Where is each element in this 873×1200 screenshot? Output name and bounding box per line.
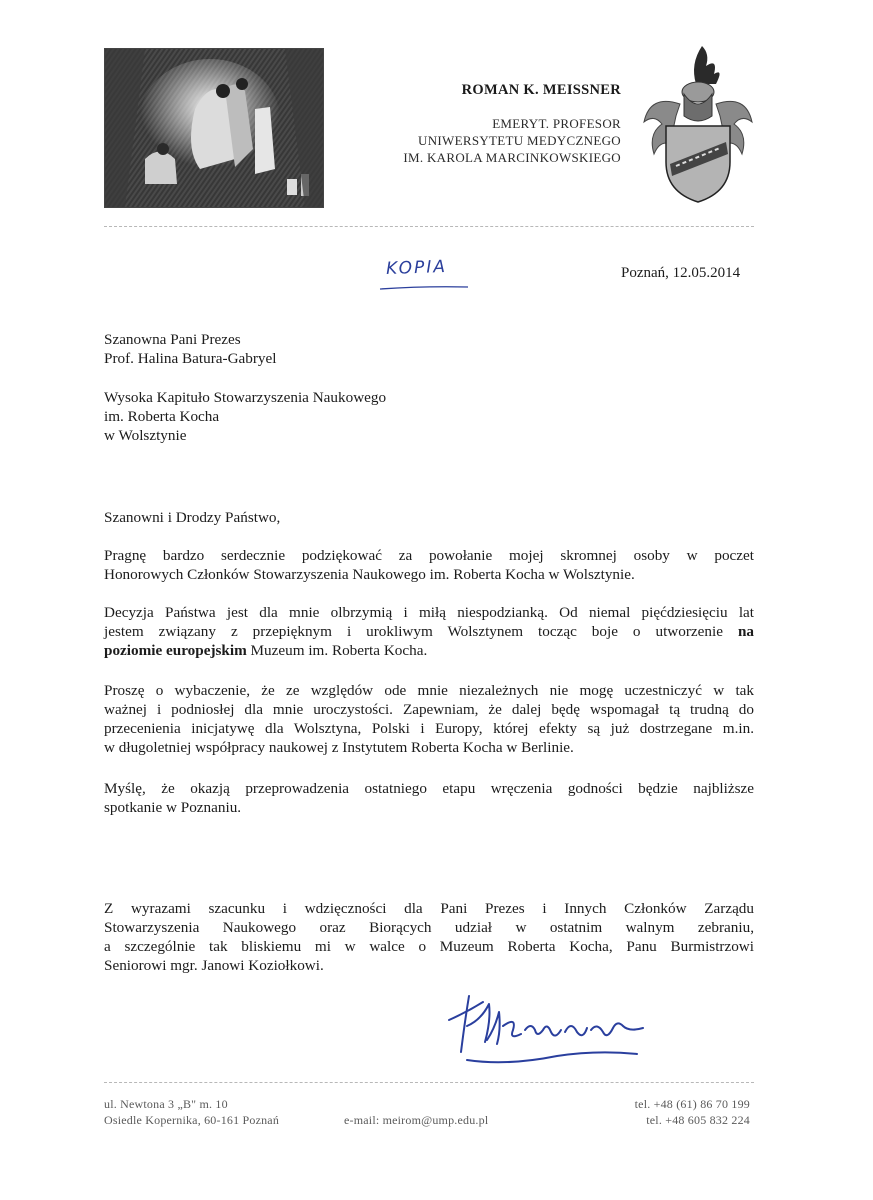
paragraph-2 — [104, 603, 754, 660]
address-line: Osiedle Kopernika, 60-161 Poznań — [104, 1113, 280, 1127]
footer-phones — [635, 1096, 750, 1128]
address-line: ul. Newtona 3 „B" m. 10 — [104, 1097, 228, 1111]
phone-line: tel. +48 (61) 86 70 199 — [634, 1097, 750, 1111]
paragraph-text: Muzeum im. Roberta Kocha. — [246, 642, 428, 659]
coat-of-arms-icon — [640, 44, 758, 204]
paragraph-text: jestem związany z przepięknym i urokliwym Wolsztynem tocząc boje o utworzenie — [104, 623, 738, 640]
author-title-line: UNIWERSYTETU MEDYCZNEGO — [418, 133, 621, 148]
paragraph-line: Seniorowi mgr. Janowi Koziołkowi. — [104, 957, 324, 974]
paragraph-4 — [104, 779, 754, 817]
footer-address — [104, 1096, 279, 1128]
chapter-line: Wysoka Kapituło Stowarzyszenia Naukowego — [104, 389, 387, 406]
paragraph-line: Honorowych Członków Stowarzyszenia Naukowego im. Roberta Kocha w Wolsztynie. — [104, 566, 635, 583]
header-divider — [104, 226, 754, 227]
phone-line: tel. +48 605 832 224 — [646, 1113, 750, 1127]
paragraph-line — [104, 622, 754, 641]
letterhead — [403, 82, 621, 166]
emphasis-text: na — [737, 623, 754, 640]
paragraph-line: spotkanie w Poznaniu. — [104, 799, 242, 816]
recipient-line: Szanowna Pani Prezes — [104, 331, 241, 348]
paragraph-line: Pragnę bardzo serdecznie podziękować za powołanie mojej skromnej osoby w poczet — [104, 547, 754, 564]
paragraph-3 — [104, 681, 754, 757]
letter-date: Poznań, 12.05.2014 — [621, 265, 741, 281]
paragraph-line: Proszę o wybaczenie, że ze względów ode mnie niezależnych nie mogę uczestniczyć w tak — [104, 682, 754, 699]
emphasis-text: poziomie europejskim — [104, 642, 247, 659]
copy-stamp: KOPIA — [385, 256, 448, 280]
closing-paragraph — [104, 899, 754, 975]
paragraph-line: ważnej i podniosłej dla mnie uroczystości. Zapewniam, że dalej będę wspomagał tą trudną do — [104, 701, 754, 718]
paragraph-line: Myślę, że okazją przeprowadzenia ostatniego etapu wręczenia godności będzie najbliższe — [104, 780, 754, 797]
footer-divider — [104, 1082, 754, 1083]
footer-email: e-mail: meirom@ump.edu.pl — [344, 1113, 489, 1127]
paragraph-line — [104, 641, 754, 660]
chapter-block — [104, 388, 754, 445]
paragraph-line: a szczególnie tak bliskiemu mi w walce o Muzeum Roberta Kocha, Panu Burmistrzowi — [104, 938, 754, 955]
chapter-line: w Wolsztynie — [104, 427, 187, 444]
paragraph-line: Decyzja Państwa jest dla mnie olbrzymią i miłą niespodzianką. Od niemal pięćdziesięciu lat — [104, 604, 754, 621]
paragraph-1 — [104, 546, 754, 584]
chapter-line: im. Roberta Kocha — [104, 408, 220, 425]
paragraph-line: Stowarzyszenia Naukowego oraz Biorących udział w ostatnim walnym zebraniu, — [104, 919, 754, 936]
copy-stamp-underline — [378, 285, 470, 291]
author-title-line: IM. KAROLA MARCINKOWSKIEGO — [403, 150, 621, 165]
recipient-block — [104, 330, 754, 368]
author-name: ROMAN K. MEISSNER — [461, 82, 621, 98]
paragraph-line: Z wyrazami szacunku i wdzięczności dla Pani Prezes i Innych Członków Zarządu — [104, 900, 754, 917]
author-title-line: EMERYT. PROFESOR — [492, 116, 621, 131]
handwritten-signature — [447, 990, 647, 1070]
paragraph-line: w długoletniej współpracy naukowej z Instytutem Roberta Kocha w Berlinie. — [104, 739, 574, 756]
salutation: Szanowni i Drodzy Państwo, — [104, 509, 281, 526]
recipient-line: Prof. Halina Batura-Gabryel — [104, 350, 277, 367]
engraving-illustration — [104, 48, 324, 208]
paragraph-line: przecenienia inicjatywę dla Wolsztyna, Polski i Europy, której efekty są już dostrzegane m.in. — [104, 720, 754, 737]
